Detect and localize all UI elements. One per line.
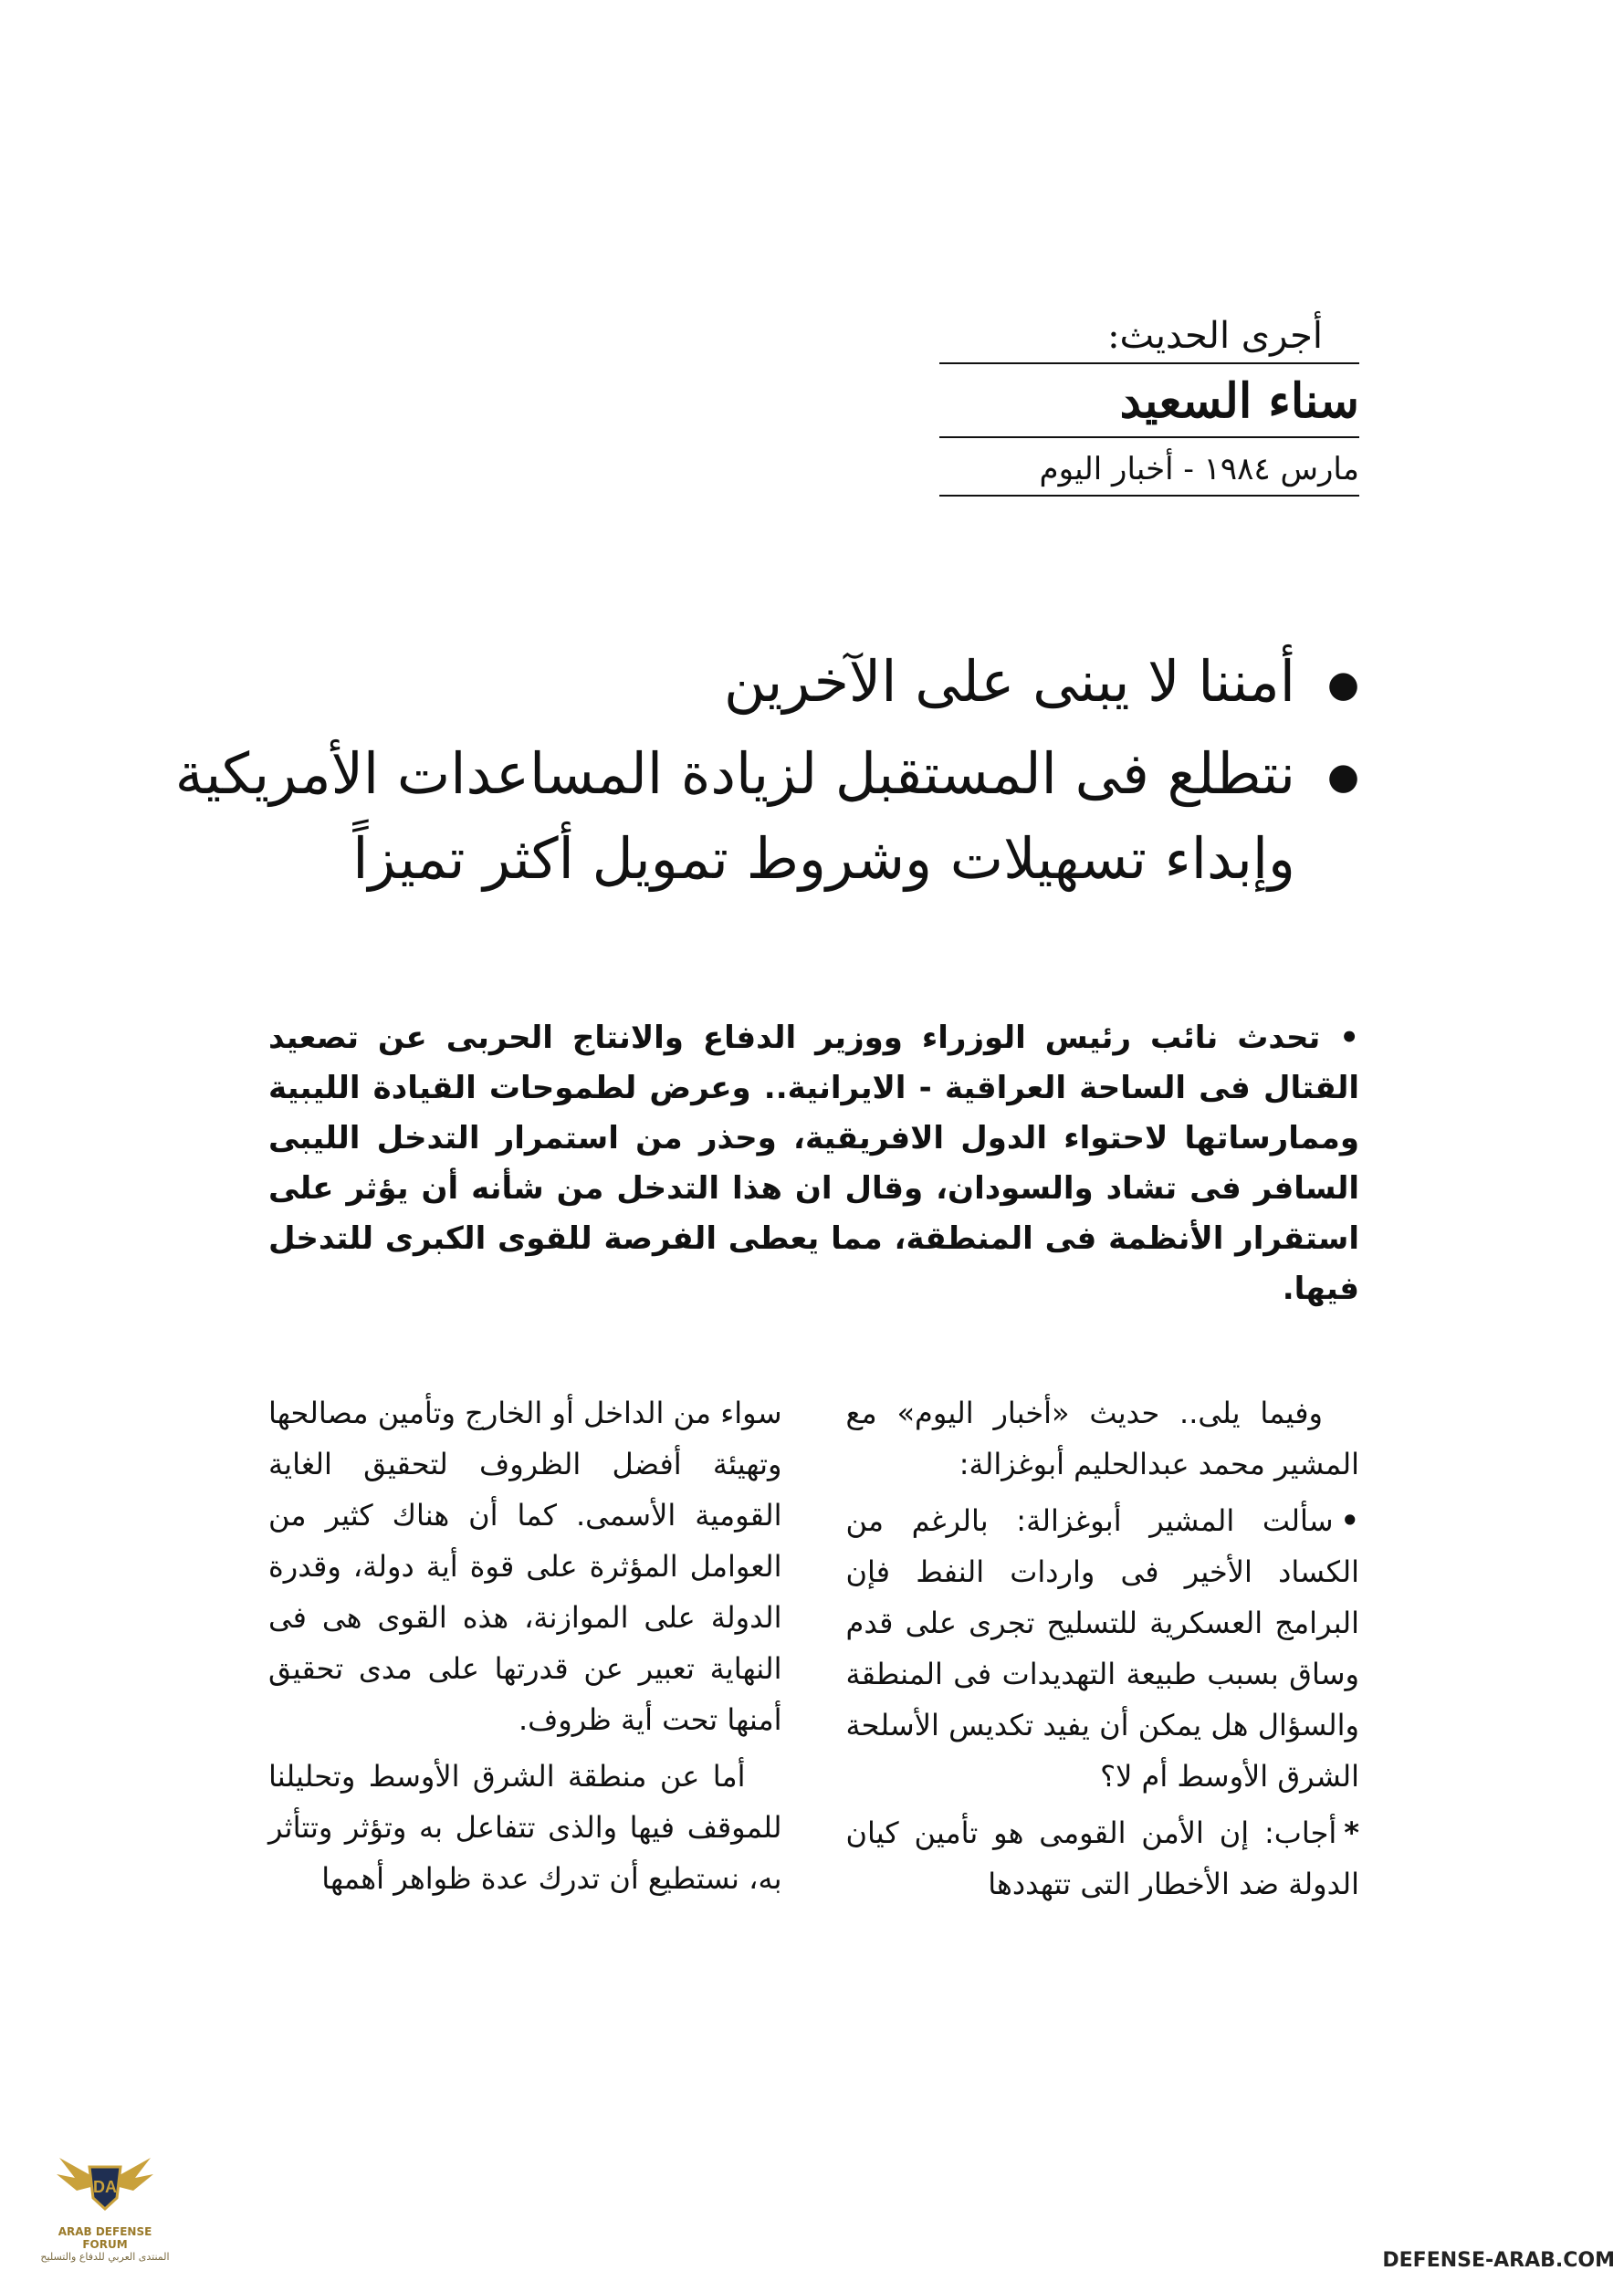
question-text: سألت المشير أبوغزالة: بالرغم من الكساد الأخير فى واردات النفط فإن البرامج العسكرية للتسليح تجرى على قدم وساق بسبب طبيعة التهديدات فى المنطقة والسؤال هل يمكن أن يفيد تكديس الأسلحة الشرق الأوسط أم لا؟ bbox=[845, 1503, 1359, 1794]
headline-text bbox=[724, 639, 1295, 724]
bullet-icon: ● bbox=[1327, 664, 1359, 706]
headline-1 bbox=[264, 639, 1359, 724]
headline-line: نتطلع فى المستقبل لزيادة المساعدات الأمريكية bbox=[174, 740, 1295, 807]
column-left bbox=[268, 1387, 782, 1915]
continued-paragraph: سواء من الداخل أو الخارج وتأمين مصالحها وتهيئة أفضل الظروف لتحقيق الغاية القومية الأسمى. كما أن هناك كثير من العوامل المؤثرة على قوة أية دولة، وقدرة الدولة على الموازنة، هذه القوى هى فى النهاية تعبير عن قدرتها على مدى تحقيق أمنها تحت أية ظروف. bbox=[268, 1396, 782, 1737]
wings-emblem-icon bbox=[55, 2147, 155, 2220]
bullet-icon: ● bbox=[1327, 756, 1359, 798]
author-name: سناء السعيد bbox=[1119, 373, 1359, 429]
byline-rule-top bbox=[939, 362, 1359, 364]
question-bullet-icon: • bbox=[1340, 1503, 1359, 1538]
publication-date: مارس ١٩٨٤ - أخبار اليوم bbox=[1039, 451, 1359, 487]
answer-paragraph bbox=[846, 1807, 1360, 1910]
asterisk-icon: * bbox=[1344, 1815, 1359, 1850]
byline-rule-middle bbox=[939, 436, 1359, 438]
headline-text bbox=[175, 731, 1295, 901]
intro-paragraph: وفيما يلى.. حديث «أخبار اليوم» مع المشير محمد عبدالحليم أبوغزالة: bbox=[845, 1396, 1359, 1481]
headlines bbox=[174, 639, 1359, 908]
site-url: DEFENSE-ARAB.COM bbox=[1382, 2249, 1615, 2272]
middle-east-paragraph: أما عن منطقة الشرق الأوسط وتحليلنا للموقف فيها والذى تتفاعل به وتؤثر وتتأثر به، نستطيع أن تدرك عدة ظواهر أهمها bbox=[268, 1759, 782, 1896]
logo-subtitle: المنتدى العربي للدفاع والتسليح bbox=[40, 2251, 170, 2263]
headline-line: أمننا لا يبنى على الآخرين bbox=[723, 648, 1295, 715]
answer-text: أجاب: إن الأمن القومى هو تأمين كيان الدولة ضد الأخطار التى تتهددها bbox=[845, 1815, 1359, 1901]
question-paragraph bbox=[846, 1495, 1360, 1802]
article-columns bbox=[268, 1387, 1359, 1915]
headline-2 bbox=[174, 731, 1359, 901]
lead-paragraph: • تحدث نائب رئيس الوزراء ووزير الدفاع والانتاج الحربى عن تصعيد القتال فى الساحة العراقية - الايرانية.. وعرض لطموحات القيادة الليبية وممارساتها لاحتواء الدول الافريقية، وحذر من استمرار التدخل الليبى السافر فى تشاد والسودان، وقال ان هذا التدخل من شأنه أن يؤثر على استقرار الأنظمة فى المنطقة، مما يعطى الفرصة للقوى الكبرى للتدخل فيها. bbox=[268, 1020, 1359, 1308]
forum-logo bbox=[37, 2147, 173, 2263]
logo-mark: DA bbox=[93, 2178, 117, 2196]
logo-title: ARAB DEFENSE FORUM bbox=[58, 2225, 152, 2251]
byline-rule-bottom bbox=[939, 495, 1359, 497]
byline-label: أجرى الحديث: bbox=[1107, 315, 1323, 357]
column-right bbox=[846, 1387, 1360, 1915]
headline-line: وإبداء تسهيلات وشروط تمويل أكثر تميزاً bbox=[352, 825, 1295, 892]
byline-block bbox=[939, 315, 1359, 497]
